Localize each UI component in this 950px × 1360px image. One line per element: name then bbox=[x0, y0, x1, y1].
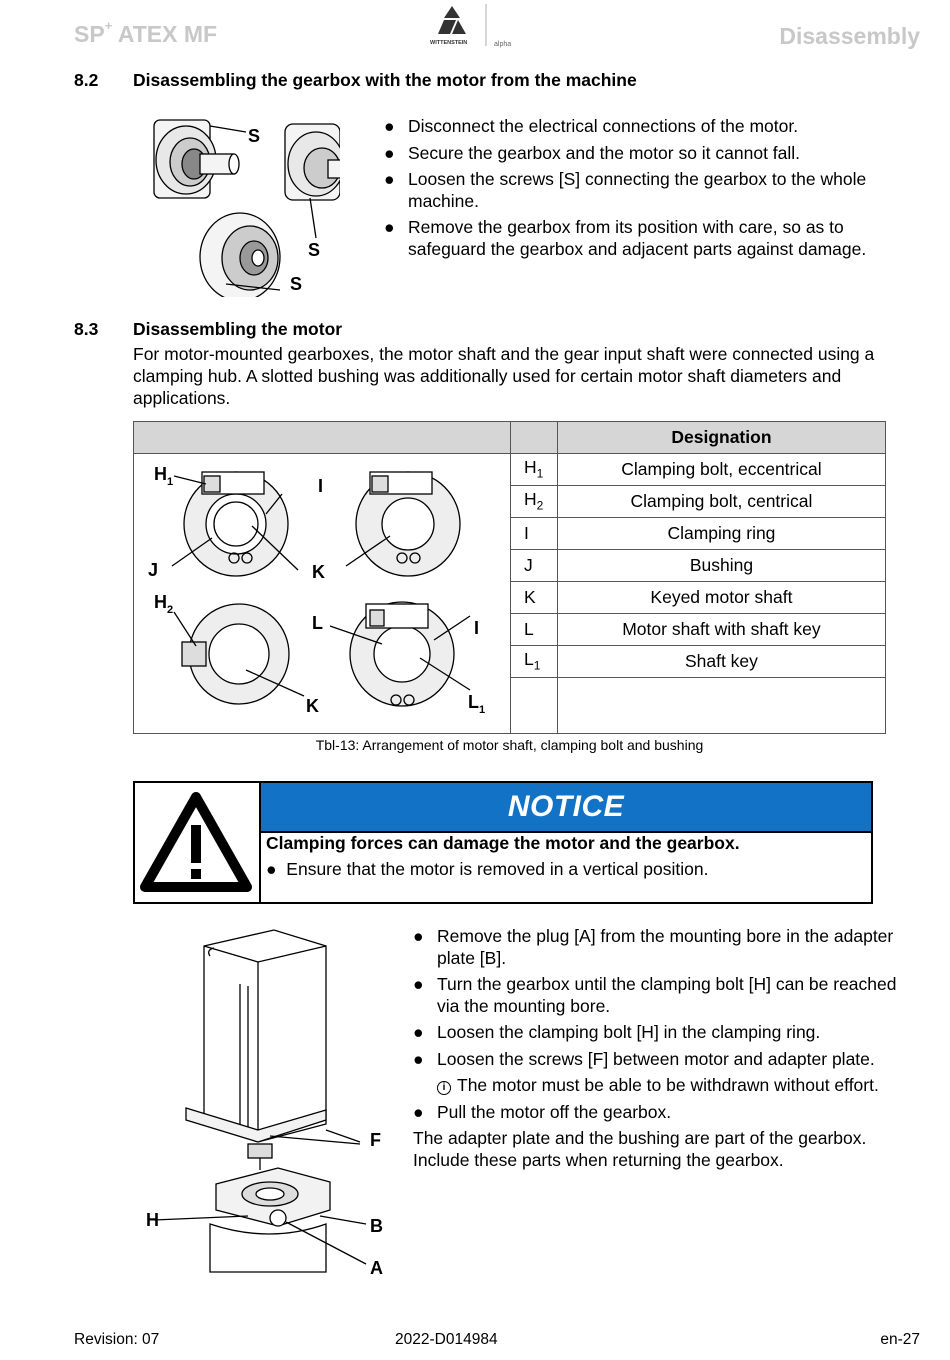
section-8-3-intro: For motor-mounted gearboxes, the motor shaft and the gear input shaft were connected using a clamping hub. A slotted bushing was additionally used for certain motor shaft diameters and applications. bbox=[133, 344, 875, 408]
svg-text:K: K bbox=[312, 562, 325, 582]
svg-text:H1: $H_1$ bbox=[154, 464, 174, 488]
designation-table bbox=[133, 421, 886, 734]
shaft-arrangement-figure bbox=[134, 454, 511, 734]
info-icon: i bbox=[437, 1081, 451, 1095]
notice-label: NOTICE bbox=[261, 783, 871, 831]
svg-text:K: K bbox=[306, 696, 319, 716]
header-product: SP+ ATEX MF bbox=[74, 18, 218, 47]
list-item: ● Secure the gearbox and the motor so it cannot fall. bbox=[384, 142, 801, 163]
table-header-blank bbox=[134, 422, 511, 454]
gearbox-screws-figure bbox=[140, 112, 340, 297]
table-header-designation: Designation bbox=[557, 422, 885, 454]
table-cell-name: Bushing bbox=[557, 550, 885, 582]
list-item: ● Loosen the clamping bolt [H] in the clamping ring. bbox=[413, 1022, 821, 1042]
table-cell-empty bbox=[511, 678, 558, 734]
table-cell-code: $H_2$ bbox=[511, 486, 558, 518]
list-item: ● Remove the gearbox from its position with care, so as to safeguard the gearbox and adjacent parts against damage. bbox=[384, 217, 867, 259]
table-cell-name: Motor shaft with shaft key bbox=[557, 614, 885, 646]
notice-bullet: ● Ensure that the motor is removed in a vertical position. bbox=[266, 859, 709, 879]
table-cell-name: Clamping ring bbox=[557, 518, 885, 550]
section-8-3-number: 8.3 bbox=[74, 319, 99, 339]
table-cell-code: K bbox=[511, 582, 558, 614]
svg-text:J: J bbox=[148, 560, 159, 580]
table-cell-code: $L_1$ bbox=[511, 646, 558, 678]
motor-removal-steps bbox=[413, 926, 923, 1128]
table-caption: Tbl-13: Arrangement of motor shaft, clamping bolt and bushing bbox=[315, 737, 704, 753]
figure-label-s: S bbox=[248, 126, 261, 146]
list-item: ● Remove the plug [A] from the mounting bore in the adapter plate [B]. bbox=[413, 926, 894, 968]
footer-revision: Revision: 07 bbox=[74, 1331, 160, 1348]
table-cell-name: Shaft key bbox=[557, 646, 885, 678]
table-header-blank bbox=[511, 422, 558, 454]
section-8-2-number: 8.2 bbox=[74, 70, 99, 90]
svg-text:H2: $H_2$ bbox=[154, 592, 174, 616]
notice-box bbox=[133, 781, 873, 904]
figure-label-s: S bbox=[308, 240, 321, 260]
wittenstein-logo bbox=[430, 4, 530, 50]
closing-text: The adapter plate and the bushing are part of the gearbox. Include these parts when returning the gearbox. bbox=[413, 1128, 867, 1170]
svg-text:L: L bbox=[312, 613, 323, 633]
svg-text:I: I bbox=[474, 618, 480, 638]
list-item: ● Turn the gearbox until the clamping bolt [H] can be reached via the mounting bore. bbox=[413, 974, 897, 1016]
list-item: ● Pull the motor off the gearbox. bbox=[413, 1101, 672, 1122]
section-8-2-title: Disassembling the gearbox with the motor from the machine bbox=[133, 70, 637, 90]
footer-doc-number: 2022-D014984 bbox=[395, 1331, 498, 1348]
table-cell-name: Clamping bolt, eccentrical bbox=[557, 454, 885, 486]
footer-page: en-27 bbox=[880, 1331, 920, 1348]
svg-text:B: B bbox=[370, 1216, 383, 1236]
list-item: ● Disconnect the electrical connections of the motor. bbox=[384, 116, 799, 136]
table-cell-code: L bbox=[511, 614, 558, 646]
svg-text:I: I bbox=[318, 476, 324, 496]
svg-text:L1: $L_1$ bbox=[468, 692, 486, 716]
section-8-3-title: Disassembling the motor bbox=[133, 319, 343, 339]
table-row bbox=[134, 454, 886, 486]
table-cell-code: I bbox=[511, 518, 558, 550]
svg-text:A: A bbox=[370, 1258, 383, 1278]
svg-text:WITTENSTEIN: WITTENSTEIN bbox=[430, 40, 468, 46]
notice-title: Clamping forces can damage the motor and the gearbox. bbox=[266, 833, 740, 853]
svg-text:H: H bbox=[146, 1210, 159, 1230]
table-cell-name: Clamping bolt, centrical bbox=[557, 486, 885, 518]
table-cell-code: $H_1$ bbox=[511, 454, 558, 486]
section-8-2-bullets bbox=[384, 116, 904, 265]
list-item: ● Loosen the screws [F] between motor and adapter plate. bbox=[413, 1048, 875, 1069]
table-cell-name: Keyed motor shaft bbox=[557, 582, 885, 614]
warning-triangle-icon bbox=[135, 783, 261, 904]
svg-text:alpha: alpha bbox=[494, 41, 512, 48]
table-cell-code: J bbox=[511, 550, 558, 582]
figure-label-s: S bbox=[290, 274, 303, 294]
header-section: Disassembly bbox=[779, 23, 920, 49]
list-item: ● Loosen the screws [S] connecting the gearbox to the whole machine. bbox=[384, 169, 867, 211]
svg-text:F: F bbox=[370, 1130, 381, 1150]
table-cell-empty bbox=[557, 678, 885, 734]
info-note: i The motor must be able to be withdrawn without effort. bbox=[413, 1075, 923, 1097]
motor-removal-figure bbox=[140, 924, 400, 1284]
